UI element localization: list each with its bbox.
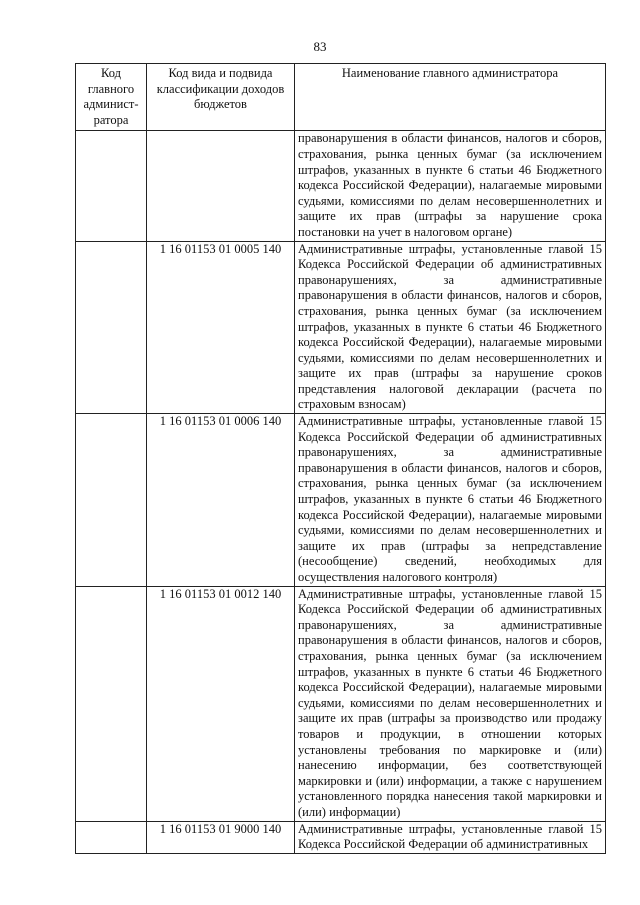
table-row — [76, 131, 606, 241]
description-cell: Административные штрафы, установленные главой 15 Кодекса Российской Федерации об административных — [295, 821, 606, 853]
revenue-code-cell: 1 16 01153 01 0005 140 — [147, 241, 295, 414]
table-row — [76, 241, 606, 414]
description-cell: Административные штрафы, установленные главой 15 Кодекса Российской Федерации об административных правонарушениях, за административные правонарушения в области финансов, налогов и сборов, страхования, рынка ценных бумаг (за исключением штрафов, указанных в пункте 6 статьи 46 Бюджетного кодекса Российской Федерации), налагаемые мировыми судьями, комиссиями по делам несовершеннолетних и защите их прав (штрафы за нарушение сроков представления налоговой декларации (расчета по страховым взносам) — [295, 241, 606, 414]
revenue-code-cell — [147, 131, 295, 241]
page-number: 83 — [313, 39, 327, 54]
table-row — [76, 586, 606, 821]
revenue-classification-table — [75, 63, 606, 854]
admin-code-cell — [76, 414, 147, 587]
admin-code-cell — [76, 586, 147, 821]
admin-code-cell — [76, 241, 147, 414]
table-header-row — [76, 64, 606, 131]
header-admin-code: Код главного админист-ратора — [76, 64, 147, 131]
description-cell: Административные штрафы, установленные главой 15 Кодекса Российской Федерации об административных правонарушениях, за административные правонарушения в области финансов, налогов и сборов, страхования, рынка ценных бумаг (за исключением штрафов, указанных в пункте 6 статьи 46 Бюджетного кодекса Российской Федерации), налагаемые мировыми судьями, комиссиями по делам несовершеннолетних и защите их прав (штрафы за производство или продажу товаров и продукции, в отношении которых установлены требования по маркировке и (или) нанесению информации, без соответствующей маркировки и (или) информации, а также с нарушением установленного порядка нанесения такой маркировки и (или) информации) — [295, 586, 606, 821]
table-row — [76, 414, 606, 587]
admin-code-cell — [76, 821, 147, 853]
admin-code-cell — [76, 131, 147, 241]
revenue-code-cell: 1 16 01153 01 9000 140 — [147, 821, 295, 853]
description-cell: правонарушения в области финансов, налогов и сборов, страхования, рынка ценных бумаг (за исключением штрафов, указанных в пункте 6 статьи 46 Бюджетного кодекса Российской Федерации), налагаемые мировыми судьями, комиссиями по делам несовершеннолетних и защите их прав (штрафы за нарушение срока постановки на учет в налоговом органе) — [295, 131, 606, 241]
header-revenue-code: Код вида и подвида классификации доходов бюджетов — [147, 64, 295, 131]
table-row — [76, 821, 606, 853]
header-admin-name: Наименование главного администратора — [295, 64, 606, 131]
revenue-code-cell: 1 16 01153 01 0006 140 — [147, 414, 295, 587]
description-cell: Административные штрафы, установленные главой 15 Кодекса Российской Федерации об административных правонарушениях, за административные правонарушения в области финансов, налогов и сборов, страхования, рынка ценных бумаг (за исключением штрафов, указанных в пункте 6 статьи 46 Бюджетного кодекса Российской Федерации), налагаемые мировыми судьями, комиссиями по делам несовершеннолетних и защите их прав (штрафы за непредставление (несообщение) сведений, необходимых для осуществления налогового контроля) — [295, 414, 606, 587]
revenue-code-cell: 1 16 01153 01 0012 140 — [147, 586, 295, 821]
